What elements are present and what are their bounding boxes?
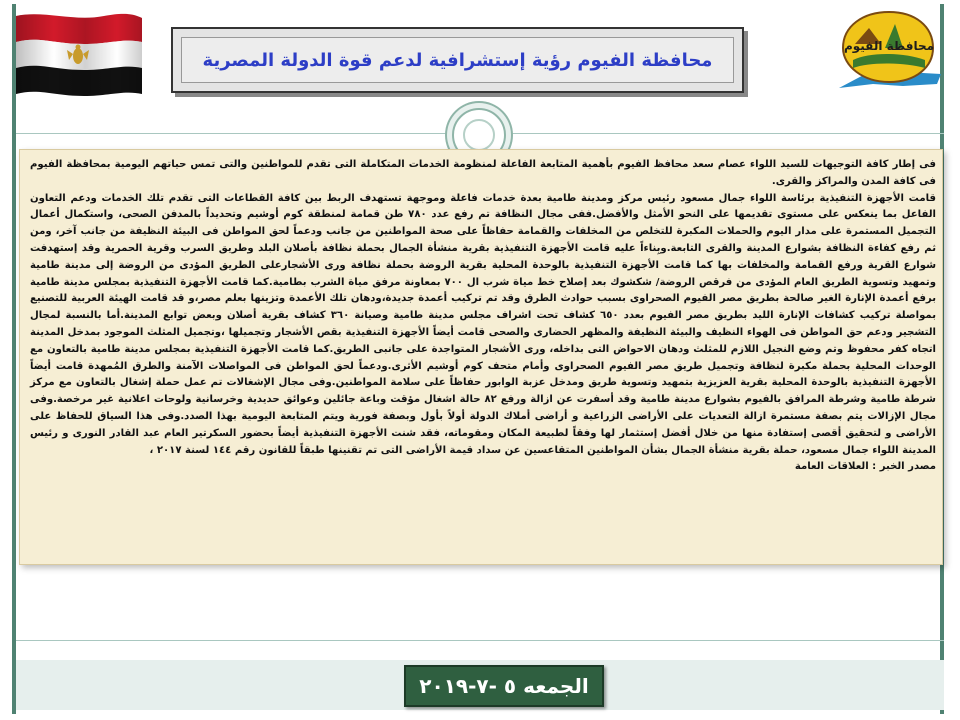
egypt-flag-icon — [14, 10, 144, 100]
title-inner-frame — [181, 37, 734, 83]
title-box — [171, 27, 744, 93]
article-main-paragraph: قامت الأجهزة التنفيذية برئاسة اللواء جمال مسعود رئيس مركز ومدينة طامية بعدة خدمات فاعلة وموجهة تستهدف الربط بين كافة القطاعات التى تقدم تلك الخدمات ودعم التعاون الفاعل بما ينعكس على مستوى تقديمها على النحو الأمثل والأفضل.ففى مجال النظافة تم رفع عدد ٧٨٠ طن قمامة لمنطقة كوم أوشيم وتحديداً بالمدفن الصحى، واستكمال أعمال التجميل المستمرة على مدار اليوم والحملات المكبرة للتخلص من المخلفات والقمامة حفاظاً على صحة المواطنين من جانب ودعماً لحق المواطن فى البيئة النظيفة من جانب آخر، ومن ثم رفع كفاءة النظافة بشوارع المدينة والقرى التابعة.وبِناءاً عليه قامت الأجهزة التنفيذية بقرية منشأة الجمال بحملة نظافة بأصلان البلد وطريق السرب وقرية الحمرية وقد إستهدفت شوارع القرية ورفع القمامة والمخلفات بها كما قامت الأجهزة التنفيذية بالوحدة المحلية بقرية الروضة بحملة نظافة ورى الأشجارعلى الطريق المؤدى من الروضة إلى مدينة طامية وتمهيد وتسوية الطريق العام المؤدى من فرقص الروضة/ شكشوك بعد إصلاح خط مياة شرب ال ٧٠٠ بمعاونة مرفق مياة الشرب بطامية.كما قامت الأجهزة التنفيذية بمجلس مدينة طامية برفع أعمدة الإنارة الغير صالحة بطريق مصر الفيوم الصحراوى بسبب حوادث الطرق وقد تم تركيب أعمدة جديدة،ودهان تلك الأعمدة وتزينها بعلم مصر،و قد قامت الهيئة العربية للتصنيع بمواصلة تركيب كشافات الإنارة الليد بطريق مصر الفيوم بعدد ٦٥٠ كشاف تحت اشراف مجلس مدينة طامية وصيانة ٣٦٠ كشاف بقرية أصلان وبعض توابع المدينة.أما بالنسبة لمجال التشجير ودعم حق المواطن فى الهواء النظيف والبيئة النظيفة والمظهر الحضارى والصحى قامت أيضاً الأجهزة التنفيذية بقص الأشجار وتجميلها ،وتجميل المثلث الموجود بمدخل المدينة اتجاه كفر محفوظ وتم وضع النجيل اللازم للمثلث ودهان الاحواض التى بداخله، ورى الأشجار المتواجدة على جانبى الطريق.كما قامت الأجهزة التنفيذية بمجلس مدينة طامية بالتعاون مع الوحدات المحلية بحملة مكبرة لنظافة وتجميل طريق مصر الفيوم الصحراوى وأمام متحف كوم أوشيم الأثرى.ودعماً لحق المواطن فى المواصلات الآمنة والطرق المُمهدة قامت أيضاً الأجهزة التنفيذية بالوحدة المحلية بقرية العزيزية بتمهيد وتسوية طريق ومدخل عزبة الوابور حفاظاً على سلامة المواطنين.وفى مجال الإشغالات تم عمل حملة إشغال بالتعاون مع مركز شرطة طامية وشرطة المرافق بالفيوم بشوارع مدينة طامية وقد أسفرت عن ازالة ورفع ٨٢ حالة اشغال مؤقت وباعة جائلين وعوائق حديدية وخرسانية ولوحات اعلانية غير مرخصة.وفى مجال الإزالات يتم بصفة مستمرة ازالة التعديات على الأراضى الزراعية و أراضى أملاك الدولة أولاً بأول وبصفة فورية ويتم المتابعة اليومية بهذا الصدد.وفى هذا السياق للحفاظ على الأراضى و لتحقيق أقصى إستفادة منها من خلال أفضل إستثمار لها وفقاً لطبيعة المكان ومقوماته، فقد شنت الأجهزة التنفيذية أيضاً بحضور السكرتير العام عبد القادر النورى و رئيس المدينة اللواء جمال مسعود، حملة بقرية منشأة الجمال بشأن المواطنين المتقاعسين عن سداد قيمة الأراضى التى تم تقنينها طبقاً للقانون رقم ١٤٤ لسنة ٢٠١٧ ، — [30, 192, 936, 456]
fayoum-governorate-logo-icon — [833, 8, 945, 104]
logo-text: محافظة الفيوم — [843, 39, 935, 53]
article-body — [30, 157, 936, 476]
date-badge — [404, 665, 604, 707]
date-text: الجمعه ٥ -٧-٢٠١٩ — [419, 674, 589, 698]
article-source: مصدر الخبر : العلاقات العامة — [794, 461, 936, 473]
article-intro-paragraph: فى إطار كافة التوجيهات للسيد اللواء عصام سعد محافظ الفيوم بأهمية المتابعة الفاعلة لمنظومة الخدمات المتكاملة التى تقدم للمواطنين والتى تمس حياتهم اليومية بمحافظة الفيوم فى كافة المدن والمراكز والقرى. — [30, 159, 936, 187]
article-panel — [19, 149, 943, 565]
page-title: محافظة الفيوم رؤية إستشرافية لدعم قوة الدولة المصرية — [202, 49, 713, 71]
footer-divider — [16, 640, 944, 641]
